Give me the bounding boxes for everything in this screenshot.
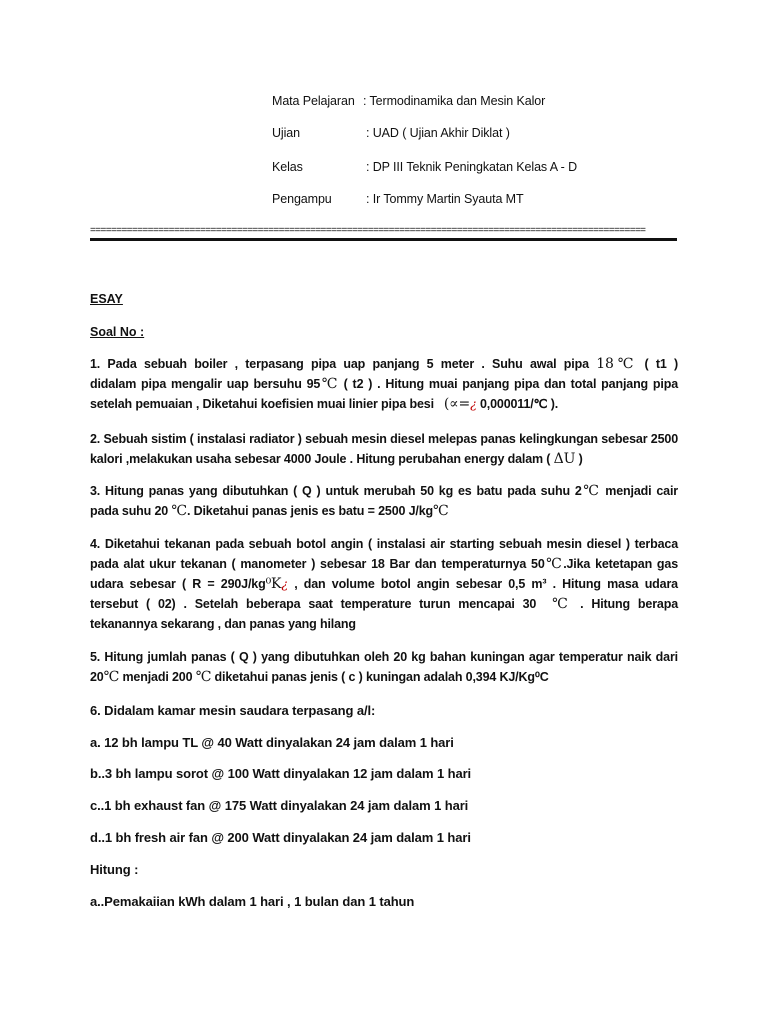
celsius-symbol: ℃ [195,669,212,685]
question-3 [90,481,678,521]
question-5-line-1: 5. Hitung jumlah panas ( Q ) yang dibutuhkan oleh 20 kg bahan kuningan agar temperatur naik dari [90,650,678,664]
alpha-symbol: (∝= [443,396,471,412]
question-6-item-c: c..1 bh exhaust fan @ 175 Watt dinyalakan 24 jam dalam 1 hari [90,798,469,813]
header-row-exam [272,126,510,140]
question-1 [90,354,678,414]
question-3-line-1: 3. Hitung panas yang dibutuhkan ( Q ) untuk merubah 50 kg es batu pada suhu 2℃ menjadi cair [90,483,679,499]
temperature-t1: 18℃ [596,356,638,372]
celsius-symbol: ℃ [103,669,120,685]
header-value: : DP III Teknik Peningkatan Kelas A - D [366,160,578,174]
celsius-symbol: ℃ [544,556,564,572]
header-value: : UAD ( Ujian Akhir Diklat ) [366,126,510,140]
header-row-class [272,160,577,174]
header-label: Kelas [272,160,303,174]
question-4-line-1: 4. Diketahui tekanan pada sebuah botol angin ( instalasi air starting sebuah mesin diesel ) terbaca [90,537,678,551]
question-1-line-1: 1. Pada sebuah boiler , terpasang pipa uap panjang 5 meter . Suhu awal pipa 18℃ ( t1 ) [90,356,678,372]
question-6-item-b: b..3 bh lampu sorot @ 100 Watt dinyalakan 12 jam dalam 1 hari [90,766,472,781]
header-divider-line [90,238,677,241]
question-2-line-2: kalori ,melakukan usaha sebesar 4000 Joule . Hitung perubahan energy dalam ( ΔU ) [90,451,583,467]
celsius-symbol: ℃ [581,483,601,499]
celsius-symbol: ℃ [433,503,449,519]
question-4-line-2: pada alat ukur tekanan ( manometer ) sebesar 18 Bar dan temperaturnya 50℃.Jika ketetapan gas [90,556,678,572]
celsius-symbol: ℃ [320,376,339,392]
header-row-subject [272,94,545,108]
question-4-line-5: tekanannya sekarang , dan panas yang hilang [90,617,356,631]
header-label: Ujian [272,126,300,140]
question-4-line-3: udara sebesar ( R = 290J/kg⁰K¿ , dan volume botol angin sebesar 0,5 m³ . Hitung masa udara [90,576,678,592]
question-6-hitung: Hitung : [90,862,139,877]
header-label: Mata Pelajaran [272,94,355,108]
kelvin-symbol: ⁰K [265,576,282,592]
question-1-line-2: didalam pipa mengalir uap bersuhu 95℃ ( t2 ) . Hitung muai panjang pipa dan total panjang pipa [90,376,679,392]
question-heading: Soal No : [90,325,145,339]
celsius-symbol: ℃ [552,596,573,612]
question-4-line-4: tersebut ( 02) . Setelah beberapa saat temperature turun mencapai 30 ℃ . Hitung berapa [90,596,678,612]
question-5 [90,647,678,687]
equation-artifact: ¿ [470,396,477,411]
question-4 [90,534,678,634]
question-1-line-3: setelah pemuaian , Diketahui koefisien muai linier pipa besi (∝=¿ 0,000011/℃ ). [90,396,559,412]
question-5-line-2: 20℃ menjadi 200 ℃ diketahui panas jenis ( c ) kuningan adalah 0,394 KJ/Kg⁰C [90,669,549,685]
celsius-symbol: ℃ [171,503,187,519]
header-value: : Termodinamika dan Mesin Kalor [363,94,546,108]
question-6-intro: 6. Didalam kamar mesin saudara terpasang a/l: [90,703,376,718]
question-6-answer-a: a..Pemakaiian kWh dalam 1 hari , 1 bulan dan 1 tahun [90,894,415,909]
question-6-item-d: d..1 bh fresh air fan @ 200 Watt dinyalakan 24 jam dalam 1 hari [90,830,471,845]
question-2-line-1: 2. Sebuah sistim ( instalasi radiator ) sebuah mesin diesel melepas panas kelingkungan sebesar 2500 [90,432,678,446]
question-2 [90,429,678,469]
header-value: : Ir Tommy Martin Syauta MT [366,192,524,206]
question-6-item-a: a. 12 bh lampu TL @ 40 Watt dinyalakan 24 jam dalam 1 hari [90,735,454,750]
question-3-line-2: pada suhu 20 ℃. Diketahui panas jenis es batu = 2500 J/kg℃ [90,503,449,519]
equation-artifact: ¿ [281,576,288,591]
delta-u-symbol: ΔU [553,451,576,467]
essay-heading: ESAY [90,292,123,306]
header-row-lecturer [272,192,524,206]
header-separator: ========================================================================================================== [90,226,646,236]
header-label: Pengampu [272,192,332,206]
